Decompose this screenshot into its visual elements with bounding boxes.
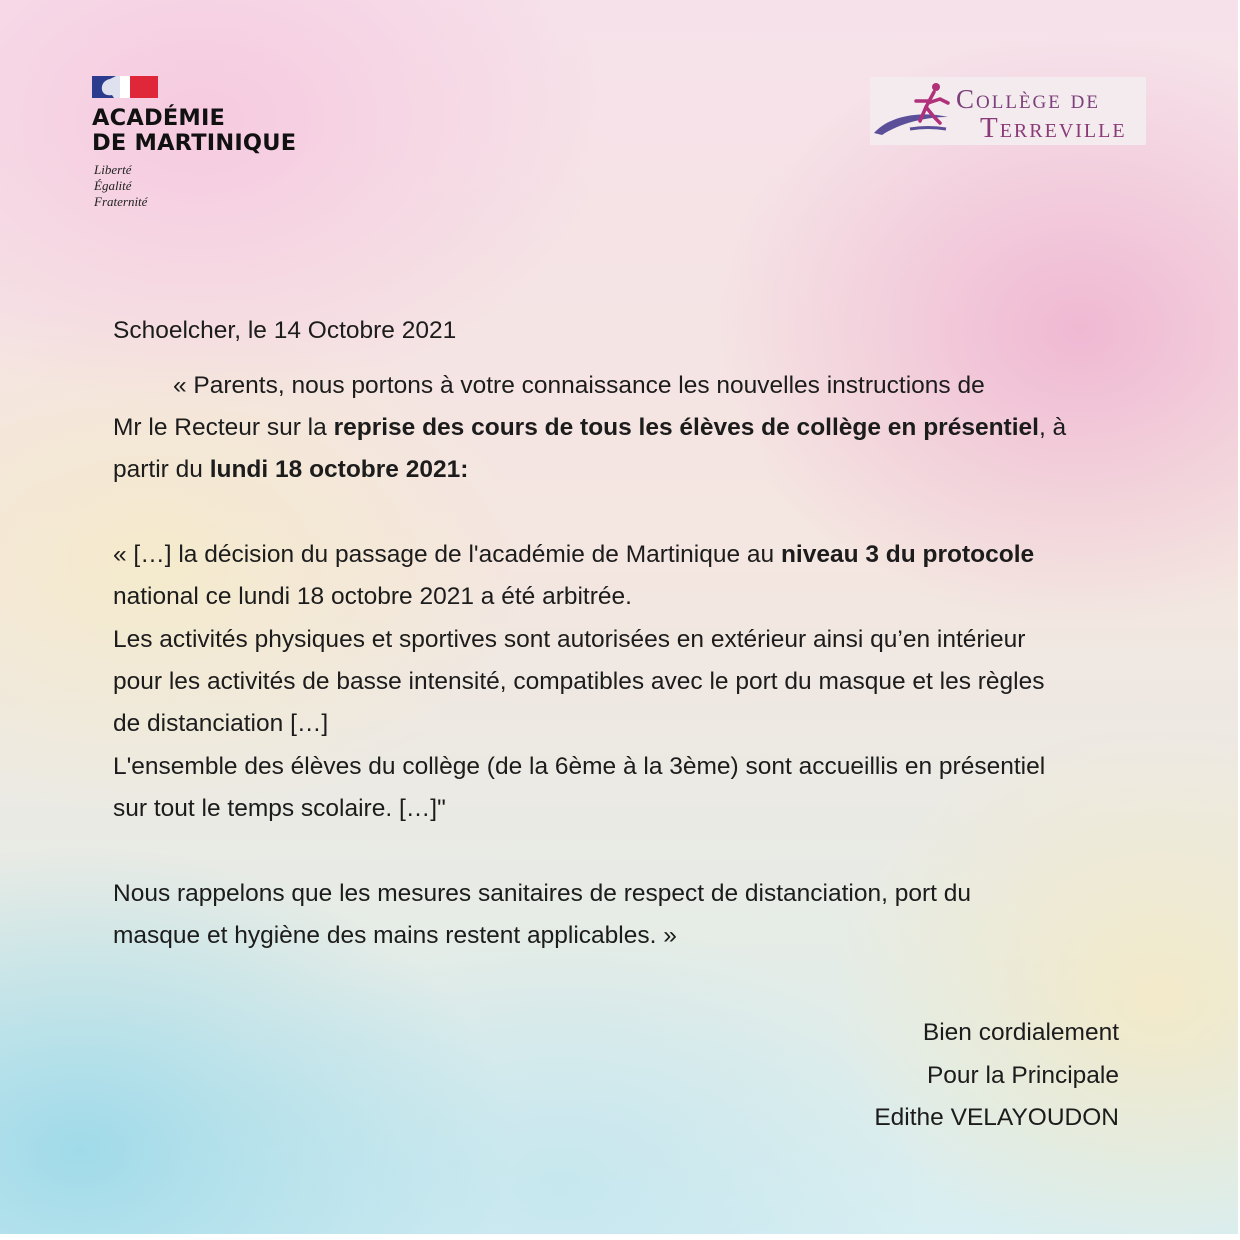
- motto-egalite: Égalité: [94, 178, 132, 193]
- letter-body: [113, 0, 1133, 1240]
- academie-name-line1: ACADÉMIE: [92, 105, 226, 131]
- intro-line-1: « Parents, nous portons à votre connaissance les nouvelles instructions de: [173, 372, 985, 399]
- signature-name: Edithe VELAYOUDON: [874, 1104, 1119, 1131]
- quote-line-3: Les activités physiques et sportives sont autorisées en extérieur ainsi qu’en intérieur: [113, 626, 1026, 653]
- academie-name-line2: DE MARTINIQUE: [92, 130, 297, 156]
- reminder-line-1: Nous rappelons que les mesures sanitaires de respect de distanciation, port du: [113, 880, 971, 907]
- quote-line-2: national ce lundi 18 octobre 2021 a été arbitrée.: [113, 583, 632, 610]
- highlight-reprise: reprise des cours de tous les élèves de collège en présentiel: [333, 414, 1039, 441]
- quote-line-4: pour les activités de basse intensité, compatibles avec le port du masque et les règles: [113, 668, 1045, 695]
- college-name-line1: Collège de: [956, 84, 1100, 114]
- reminder-line-2: masque et hygiène des mains restent applicables. »: [113, 922, 677, 949]
- signature-closing: Bien cordialement: [922, 1019, 1119, 1046]
- quote-line-6: L'ensemble des élèves du collège (de la 6ème à la 3ème) sont accueillis en présentiel: [113, 753, 1046, 780]
- letter-date: Schoelcher, le 14 Octobre 2021: [113, 317, 457, 344]
- quote-line-5: de distanciation […]: [113, 710, 329, 737]
- intro-line-3: partir du lundi 18 octobre 2021:: [113, 456, 469, 483]
- quote-line-7: sur tout le temps scolaire. […]": [113, 795, 446, 822]
- signature-role: Pour la Principale: [926, 1062, 1119, 1089]
- college-name-line2: Terreville: [980, 112, 1127, 144]
- intro-line-2: Mr le Recteur sur la reprise des cours de tous les élèves de collège en présentiel, à: [113, 414, 1067, 441]
- motto-fraternite: Fraternité: [94, 194, 148, 209]
- highlight-niveau: niveau 3 du protocole: [780, 541, 1035, 568]
- highlight-date: lundi 18 octobre 2021:: [209, 456, 469, 483]
- quote-line-1: « […] la décision du passage de l'académie de Martinique au niveau 3 du protocole: [113, 541, 1035, 568]
- motto-liberte: Liberté: [94, 162, 132, 177]
